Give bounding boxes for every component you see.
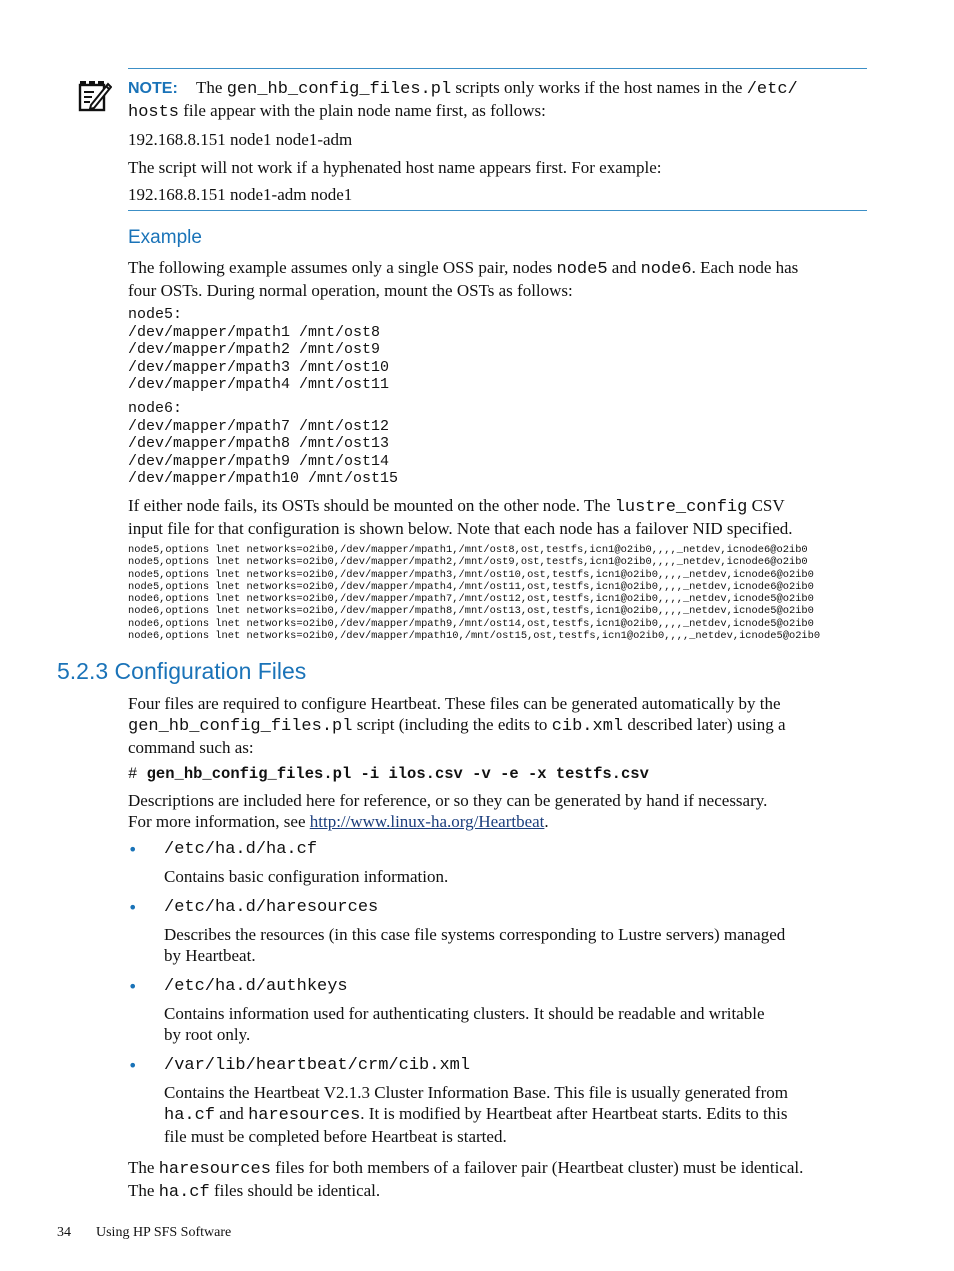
item-desc: Describes the resources (in this case file systems corresponding to Lustre servers) managed [164, 925, 786, 944]
note-line-2 [128, 100, 868, 123]
intro-code-cib: cib.xml [551, 717, 624, 736]
desc-mid: and [215, 1104, 249, 1123]
footer-title: Using HP SFS Software [96, 1225, 232, 1240]
failover-line-1 [128, 495, 868, 518]
descriptions-text: For more information, see [128, 812, 310, 831]
bullet-4: • [128, 1056, 138, 1075]
config-intro-line-2 [128, 714, 868, 737]
descriptions-period: . [544, 812, 549, 831]
bullet-3: • [128, 977, 138, 996]
heartbeat-link[interactable]: http://www.linux-ha.org/Heartbeat [309, 812, 545, 831]
item-desc: Contains information used for authenticating clusters. It should be readable and writable [164, 1004, 765, 1023]
failover-text-post: CSV [747, 496, 785, 515]
example-heading: Example [128, 227, 202, 248]
intro-code-node6: node6 [640, 260, 692, 279]
config-intro-line-3: command such as: [128, 738, 254, 757]
bullet-2: • [128, 898, 138, 917]
node5-mount-block: node5: /dev/mapper/mpath1 /mnt/ost8 /dev/mapper/mpath2 /mnt/ost9 /dev/mapper/mpath3 /mnt/ost10 /dev/mapper/mpath4 /mnt/ost11 [128, 306, 390, 394]
failover-paragraph [128, 495, 868, 539]
note-top-rule [128, 68, 867, 69]
item-desc-line-2 [164, 1103, 869, 1126]
page-number: 34 [57, 1225, 71, 1240]
final-text-2: The [128, 1181, 159, 1200]
final-line-2 [128, 1180, 868, 1203]
note-warning: The script will not work if a hyphenated host name appears first. For example: [128, 158, 662, 177]
command-line [128, 764, 649, 785]
code-haresources: haresources [248, 1106, 361, 1125]
descriptions-line-2 [128, 811, 868, 832]
command-text: gen_hb_config_files.pl -i ilos.csv -v -e -x testfs.csv [146, 765, 649, 783]
note-example-2: 192.168.8.151 node1-adm node1 [128, 185, 353, 204]
csv-block: node5,options lnet networks=o2ib0,/dev/mapper/mpath1,/mnt/ost8,ost,testfs,icn1@o2ib0,,,,_netdev,icnode6@o2ib0 node5,options lnet networks=o2ib0,/dev/mapper/mpath2,/mnt/ost9,ost,testfs,icn1@o2ib0,,,,_netdev,icnode6@o2ib0 node5,options lnet networks=o2ib0,/dev/mapper/mpath3,/mnt/ost10,ost,testfs,icn1@o2ib0,,,,_netdev,icnode6@o2ib0 node5,options lnet networks=o2ib0,/dev/mapper/mpath4,/mnt/ost11,ost,testfs,icn1@o2ib0,,,,_netdev,icnode6@o2ib0 node6,options lnet networks=o2ib0,/dev/mapper/mpath7,/mnt/ost12,ost,testfs,icn1@o2ib0,,,,_netdev,icnode5@o2ib0 node6,options lnet networks=o2ib0,/dev/mapper/mpath8,/mnt/ost13,ost,testfs,icn1@o2ib0,,,,_netdev,icnode5@o2ib0 node6,options lnet networks=o2ib0,/dev/mapper/mpath9,/mnt/ost14,ost,testfs,icn1@o2ib0,,,,_netdev,icnode5@o2ib0 node6,options lnet networks=o2ib0,/dev/mapper/mpath10,/mnt/ost15,ost,testfs,icn1@o2ib0,,,,_netdev,icnode5@o2ib0 [128, 544, 821, 643]
note-code-etc: /etc/ [746, 80, 798, 99]
example-intro-line-1 [128, 257, 868, 280]
final-text-post: files for both members of a failover pair (Heartbeat cluster) must be identical. [270, 1158, 804, 1177]
note-example-1: 192.168.8.151 node1 node1-adm [128, 130, 353, 149]
example-intro-line-2: four OSTs. During normal operation, mount the OSTs as follows: [128, 281, 573, 300]
item-path: /etc/ha.d/ha.cf [164, 840, 318, 859]
final-paragraph [128, 1157, 868, 1203]
note-code-script: gen_hb_config_files.pl [226, 80, 452, 99]
note-text: The [196, 78, 227, 97]
config-intro [128, 693, 868, 758]
item-desc: by root only. [164, 1025, 251, 1044]
note-line-1 [128, 77, 868, 100]
descriptions-paragraph [128, 790, 868, 832]
item-desc: file must be completed before Heartbeat is started. [164, 1127, 507, 1146]
command-prompt: # [128, 765, 147, 783]
item-haresources [164, 897, 869, 966]
intro-text-mid2: script (including the edits to [352, 715, 552, 734]
intro-code-node5: node5 [556, 260, 608, 279]
final-text: The [128, 1158, 159, 1177]
intro-code-script: gen_hb_config_files.pl [128, 717, 353, 736]
item-path: /var/lib/heartbeat/crm/cib.xml [164, 1056, 471, 1075]
final-line-1 [128, 1157, 868, 1180]
desc-post: . It is modified by Heartbeat after Heartbeat starts. Edits to this [360, 1104, 788, 1123]
final-code-ha-cf: ha.cf [158, 1183, 210, 1202]
note-body [128, 77, 868, 205]
note-pencil-icon [78, 79, 112, 113]
item-authkeys [164, 976, 869, 1045]
item-path: /etc/ha.d/haresources [164, 898, 379, 917]
note-label: NOTE: [128, 80, 178, 97]
bullet-1: • [128, 840, 138, 859]
intro-text-post2: described later) using a [623, 715, 786, 734]
final-code-haresources: haresources [158, 1160, 271, 1179]
failover-line-2: input file for that configuration is shown below. Note that each node has a failover NID specified. [128, 519, 793, 538]
descriptions-line-1: Descriptions are included here for reference, or so they can be generated by hand if necessary. [128, 791, 768, 810]
note-bottom-rule [128, 210, 867, 211]
item-ha-cf [164, 839, 869, 887]
item-cib-xml [164, 1055, 869, 1147]
item-desc: Contains basic configuration information. [164, 867, 449, 886]
note-code-hosts: hosts [128, 103, 180, 122]
example-intro [128, 257, 868, 301]
failover-text: If either node fails, its OSTs should be mounted on the other node. The [128, 496, 615, 515]
final-text-post-2: files should be identical. [209, 1181, 381, 1200]
intro-text: The following example assumes only a single OSS pair, nodes [128, 258, 557, 277]
item-path: /etc/ha.d/authkeys [164, 977, 348, 996]
failover-code: lustre_config [614, 498, 748, 517]
intro-text-post: . Each node has [691, 258, 799, 277]
note-text-2: file appear with the plain node name first, as follows: [179, 101, 546, 120]
config-intro-line-1: Four files are required to configure Heartbeat. These files can be generated automatically by the [128, 694, 781, 713]
section-heading: 5.2.3 Configuration Files [57, 658, 307, 684]
note-text-cont: scripts only works if the host names in the [451, 78, 747, 97]
node6-mount-block: node6: /dev/mapper/mpath7 /mnt/ost12 /dev/mapper/mpath8 /mnt/ost13 /dev/mapper/mpath9 /mnt/ost14 /dev/mapper/mpath10 /mnt/ost15 [128, 400, 399, 488]
item-desc: Contains the Heartbeat V2.1.3 Cluster Information Base. This file is usually generated from [164, 1083, 788, 1102]
item-desc: by Heartbeat. [164, 946, 256, 965]
intro-text-mid: and [607, 258, 641, 277]
code-ha-cf: ha.cf [164, 1106, 216, 1125]
